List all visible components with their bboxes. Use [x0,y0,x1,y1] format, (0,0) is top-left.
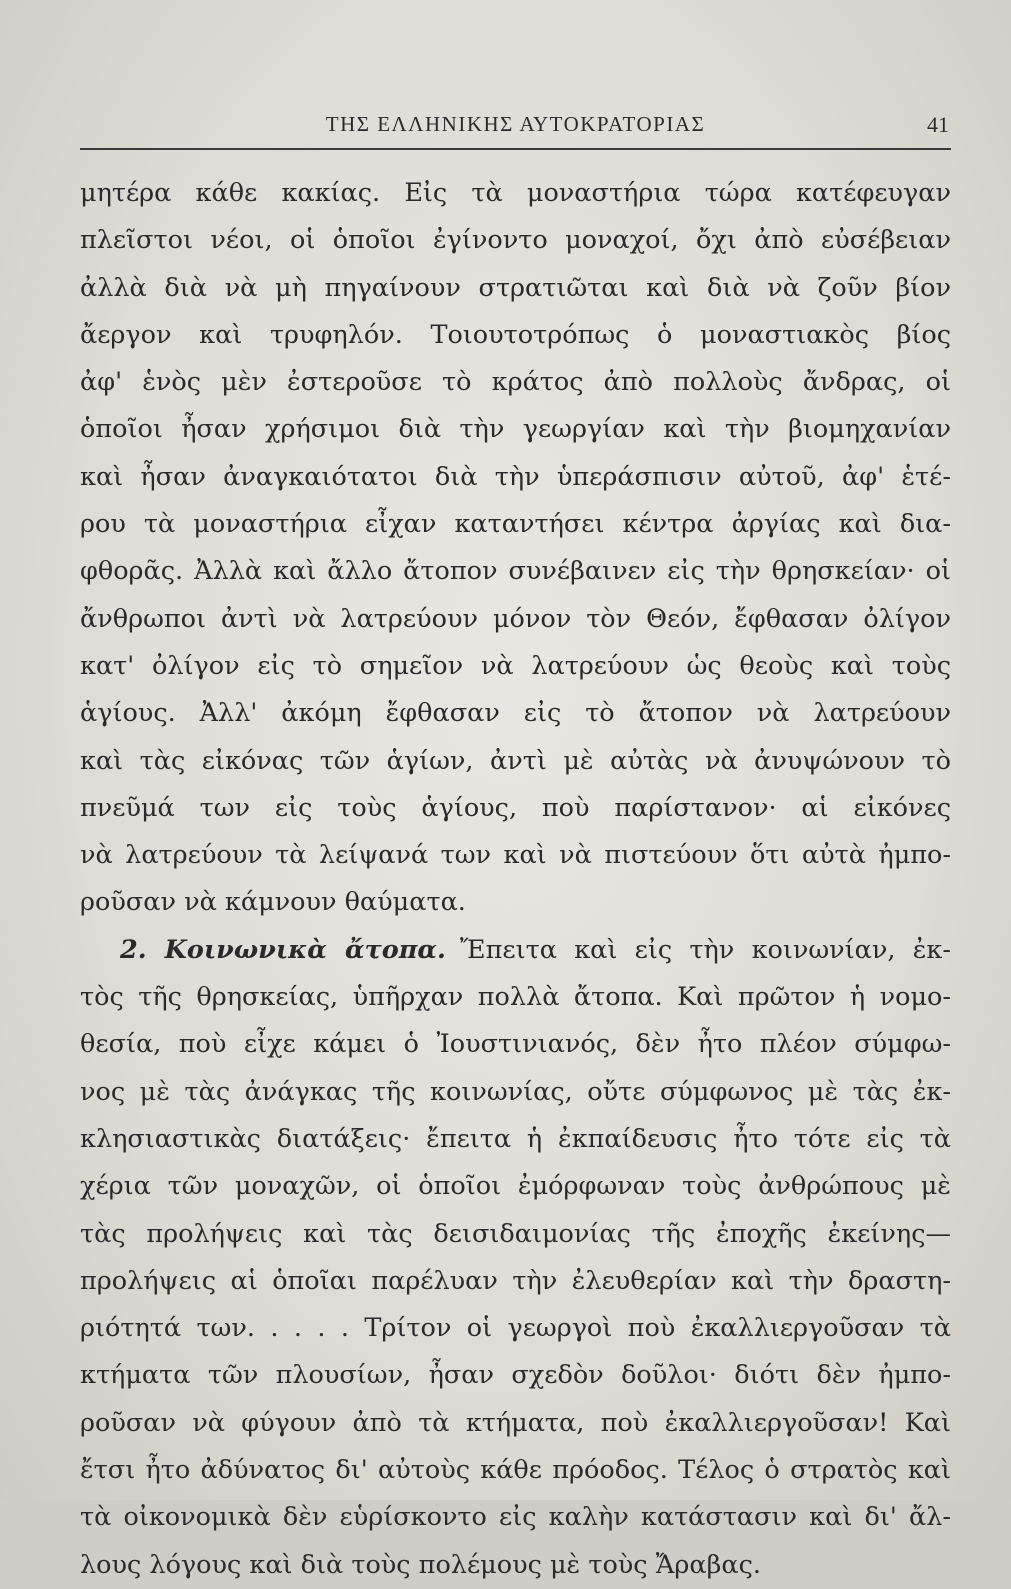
running-header [80,112,951,150]
text-line: ἄεργον καὶ τρυφηλόν. Τοιουτοτρόπως ὁ μοναστιακὸς βίος [80,319,951,350]
text-line: ἁγίους. Ἀλλ' ἀκόμη ἔφθασαν εἰς τὸ ἄτοπον νὰ λατρεύουν [80,698,951,729]
text-line: καὶ ἦσαν ἀναγκαιότατοι διὰ τὴν ὑπεράσπισιν αὐτοῦ, ἀφ' ἑτέ- [80,461,951,492]
body-text [80,170,951,1589]
section-first-line-text: Ἔπειτα καὶ εἰς τὴν κοινωνίαν, ἐκ- [459,934,951,965]
text-line: ἀφ' ἑνὸς μὲν ἐστεροῦσε τὸ κράτος ἀπὸ πολλοὺς ἄνδρας, οἱ [80,367,951,398]
page-number: 41 [927,112,949,137]
text-line: ἄνθρωποι ἀντὶ νὰ λατρεύουν μόνον τὸν Θεόν, ἔφθασαν ὀλίγον [80,603,951,634]
section-first-line [80,927,951,974]
text-line: λους λόγους καὶ διὰ τοὺς πολέμους μὲ τοὺς Ἄραβας. [80,1549,761,1580]
text-line: ὁποῖοι ἦσαν χρήσιμοι διὰ τὴν γεωργίαν καὶ τὴν βιομηχανίαν [80,414,951,445]
section-heading: 2. Κοινωνικὰ ἄτοπα. [120,934,446,965]
text-line: ροῦσαν νὰ φύγουν ἀπὸ τὰ κτήματα, ποὺ ἐκαλλιεργοῦσαν! Καὶ [80,1407,951,1438]
text-line: τὸς τῆς θρησκείας, ὑπῆρχαν πολλὰ ἄτοπα. Καὶ πρῶτον ἡ νομο- [80,982,951,1013]
header-title: ΤΗΣ ΕΛΛΗΝΙΚΗΣ ΑΥΤΟΚΡΑΤΟΡΙΑΣ [325,112,706,136]
text-line: πνεῦμά των εἰς τοὺς ἁγίους, ποὺ παρίστανον· αἱ εἰκόνες [80,792,951,823]
text-line: προλήψεις αἱ ὁποῖαι παρέλυαν τὴν ἐλευθερίαν καὶ τὴν δραστη- [80,1265,951,1296]
text-line: μητέρα κάθε κακίας. Εἰς τὰ μοναστήρια τώρα κατέφευγαν [80,178,951,208]
text-line: ροῦσαν νὰ κάμνουν θαύματα. [80,887,466,918]
text-line: φθορᾶς. Ἀλλὰ καὶ ἄλλο ἄτοπον συνέβαινεν εἰς τὴν θρησκείαν· οἱ [80,556,951,587]
text-line: κατ' ὀλίγον εἰς τὸ σημεῖον νὰ λατρεύουν ὡς θεοὺς καὶ τοὺς [80,650,951,681]
text-line: πλεῖστοι νέοι, οἱ ὁποῖοι ἐγίνοντο μοναχοί, ὄχι ἀπὸ εὐσέβειαν [80,225,951,256]
text-line: νος μὲ τὰς ἀνάγκας τῆς κοινωνίας, οὔτε σύμφωνος μὲ τὰς ἐκ- [80,1076,951,1107]
text-line: νὰ λατρεύουν τὰ λείψανά των καὶ νὰ πιστεύουν ὅτι αὐτὰ ἠμπο- [80,840,951,871]
text-line: καὶ τὰς εἰκόνας τῶν ἁγίων, ἀντὶ μὲ αὐτὰς νὰ ἀνυψώνουν τὸ [80,745,951,776]
text-line: θεσία, ποὺ εἶχε κάμει ὁ Ἰουστινιανός, δὲν ἦτο πλέον σύμφω- [80,1029,951,1060]
text-line: ρου τὰ μοναστήρια εἶχαν καταντήσει κέντρα ἀργίας καὶ δια- [80,509,951,540]
text-line: ριότητά των. . . . . Τρίτον οἱ γεωργοὶ ποὺ ἐκαλλιεργοῦσαν τὰ [80,1313,951,1344]
text-line: χέρια τῶν μοναχῶν, οἱ ὁποῖοι ἐμόρφωναν τοὺς ἀνθρώπους μὲ [80,1171,951,1202]
text-line: κτήματα τῶν πλουσίων, ἦσαν σχεδὸν δοῦλοι· διότι δὲν ἠμπο- [80,1360,951,1391]
text-line: ἔτσι ἦτο ἀδύνατος δι' αὐτοὺς κάθε πρόοδος. Τέλος ὁ στρατὸς καὶ [80,1455,951,1486]
text-line: ἀλλὰ διὰ νὰ μὴ πηγαίνουν στρατιῶται καὶ διὰ νὰ ζοῦν βίον [80,272,951,303]
text-line: τὰς προλήψεις καὶ τὰς δεισιδαιμονίας τῆς ἐποχῆς ἐκείνης— [80,1218,951,1249]
text-line: κλησιαστικὰς διατάξεις· ἔπειτα ἡ ἐκπαίδευσις ἦτο τότε εἰς τὰ [80,1123,951,1154]
text-line: τὰ οἰκονομικὰ δὲν εὑρίσκοντο εἰς καλὴν κατάστασιν καὶ δι' ἄλ- [80,1502,951,1533]
